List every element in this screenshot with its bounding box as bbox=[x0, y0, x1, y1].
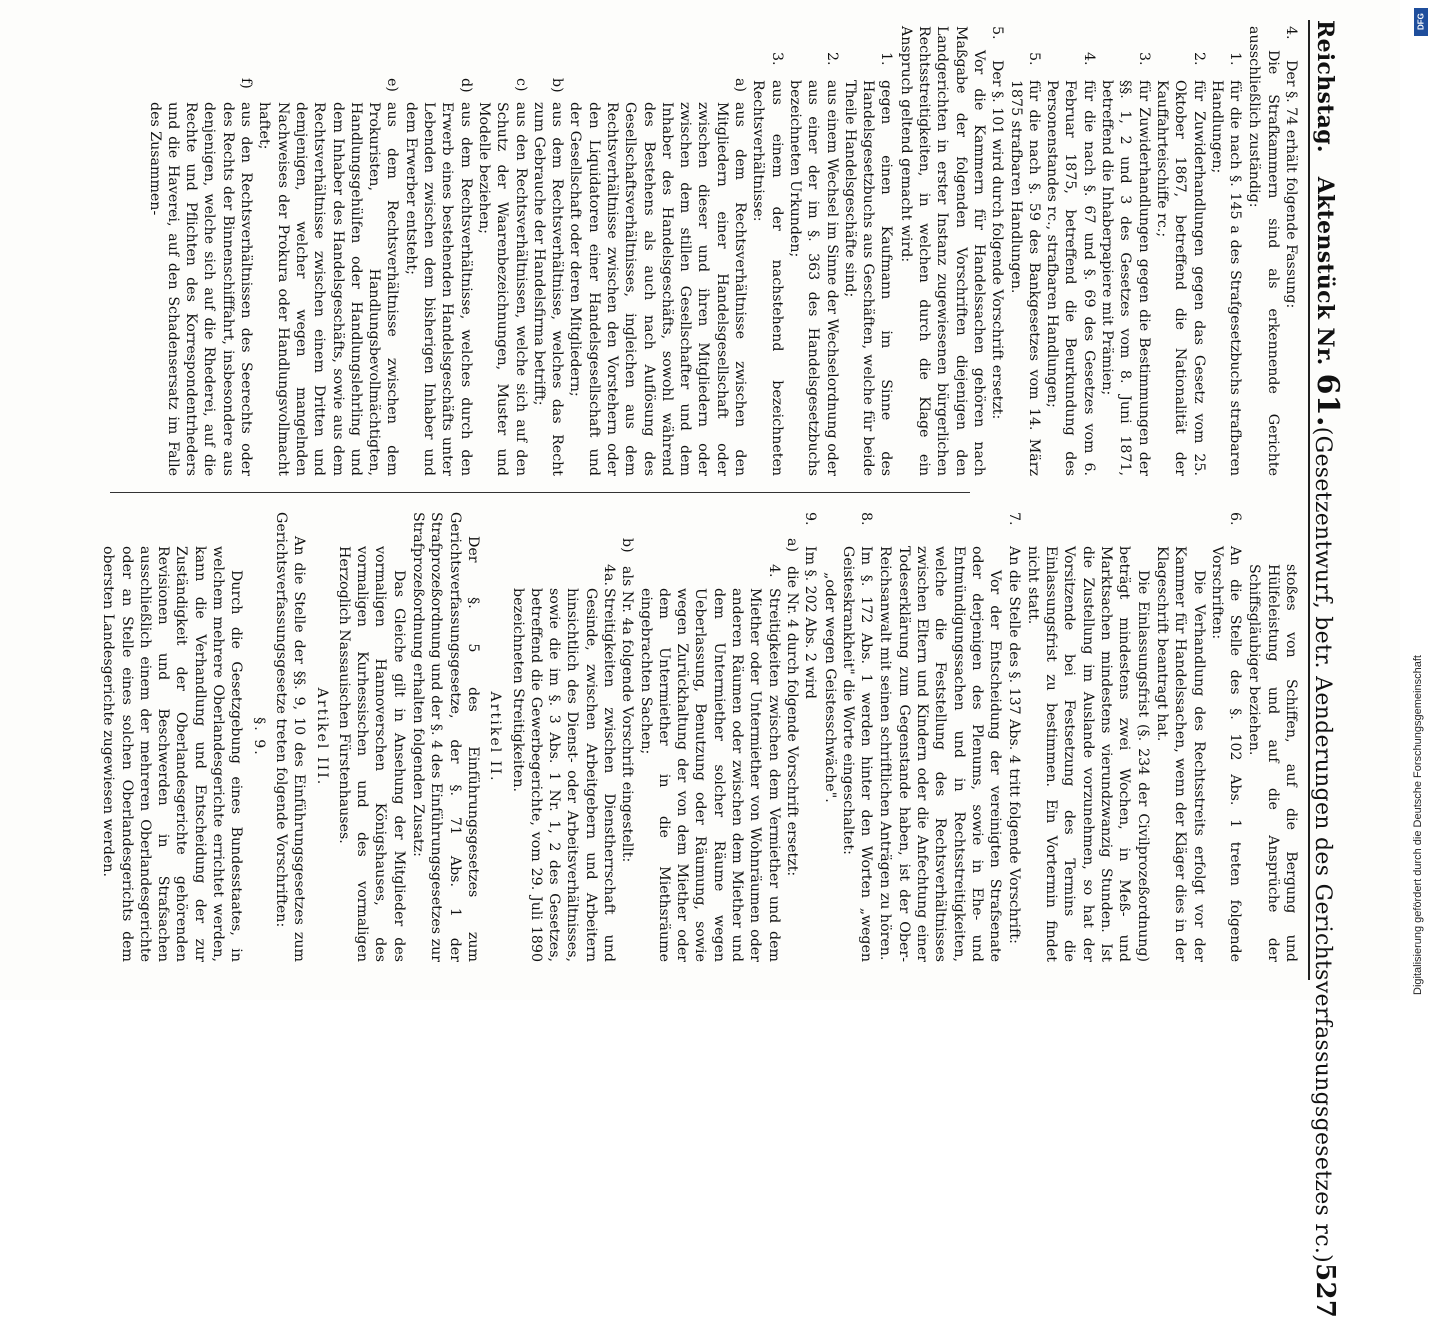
digitization-credit: Digitalisierung gefördert durch die Deutsche Forschungsgemeinschaft bbox=[1412, 655, 1424, 995]
sub-text: für die nach §. 67 und §. 69 des Gesetzes vom 6. Februar 1875, betreffend die Beurkundung des Personenstandes rc., strafbaren Handlungen; bbox=[1044, 80, 1097, 476]
paragraph: Vor die Kammern für Handelssachen gehören nach Maßgabe der folgenden Vorschriften diejenigen den Landgerichten in erster Instanz zugewiesenen bürgerlichen Rechtsstreitigkeiten, in welchen durch die Klage ein Anspruch geltend gemacht wird: bbox=[897, 26, 987, 476]
letter-item bbox=[618, 512, 636, 962]
letter: b) bbox=[619, 538, 636, 553]
sub-number: 1. bbox=[878, 52, 895, 66]
letter: d) bbox=[457, 78, 474, 93]
sub-item bbox=[749, 26, 786, 476]
sub-number: 5. bbox=[1025, 52, 1042, 66]
letter-text: aus den Rechtsverhältnissen des Seerechts oder des Rechts der Binnenschifffahrt, insbesondere aus denjenigen, welche sich auf die Rhederei, auf die Rechte und Pflichten des Korrespondentrheders und die Haverei, auf den Schadensersatz im Falle des Zusammen- bbox=[146, 102, 255, 476]
sub-text: aus einem Wechsel im Sinne der Wechselordnung oder aus einer der im §. 363 des Handelsgesetzbuchs bezeichneten Urkunden; bbox=[786, 80, 840, 476]
letter-text: aus den Rechtsverhältnissen, welche sich auf den Schutz der Waarenbezeichnungen, Muster und Modelle beziehen; bbox=[475, 102, 529, 476]
sub-item bbox=[508, 512, 618, 962]
paragraph: Die Strafkammern sind als erkennende Gerichte ausschließlich zuständig: bbox=[1246, 26, 1281, 476]
header-reichstag: Reichstag. bbox=[1312, 20, 1338, 153]
paragraph: Der §. 5 des Einführungsgesetzes zum Gerichtsverfassungsgesetze, der §. 71 Abs. 1 der Strafprozeßordnung und der §. 4 des Einführungsgesetzes zur Strafprozeßordnung erhalten folgenden Zusatz: bbox=[410, 512, 481, 962]
sub-text: für Zuwiderhandlungen gegen die Bestimmungen der §§. 1, 2 und 3 des Gesetzes vom 8. Juni 1871, betreffend die Inhaberpapiere mit Prämien; bbox=[1099, 80, 1152, 476]
sub-number: 1. bbox=[1227, 52, 1244, 66]
sub-item bbox=[1098, 26, 1153, 476]
item-number: 6. bbox=[1227, 512, 1244, 526]
paragraph: „oder wegen Geistesschwäche". bbox=[821, 572, 838, 803]
sub-number: 2. bbox=[1190, 52, 1207, 66]
letter: f) bbox=[238, 78, 255, 89]
item-text: An die Stelle des §. 102 Abs. 1 treten folgende Vorschriften: bbox=[1208, 546, 1244, 962]
paragraph-continuation: stoßes von Schiffen, auf die Bergung und Hülfeleistung und auf die Ansprüche der Schiffsgläubiger beziehen. bbox=[1246, 564, 1299, 962]
page-header bbox=[1308, 20, 1382, 1318]
sub-text: gegen einen Kaufmann im Sinne des Handelsgesetzbuchs aus Geschäften, welche für beide Theile Handelsgeschäfte sind; bbox=[841, 80, 895, 476]
sub-number: 4. bbox=[765, 564, 782, 578]
left-column bbox=[40, 26, 1300, 476]
item-number: 4. bbox=[1283, 26, 1299, 40]
sub-item bbox=[1208, 26, 1245, 476]
letter-item bbox=[783, 512, 801, 962]
sub-text: für die nach §. 59 des Bankgesetzes vom 14. März 1875 strafbaren Handlungen. bbox=[1007, 80, 1042, 476]
item-number: 8. bbox=[858, 512, 875, 526]
column-divider bbox=[110, 492, 970, 493]
item-text: An die Stelle des §. 137 Abs. 4 tritt folgende Vorschrift: bbox=[1005, 546, 1022, 944]
sub-item bbox=[786, 26, 841, 476]
item-number: 9. bbox=[802, 512, 819, 526]
letter: b) bbox=[549, 78, 566, 93]
letter-text: aus dem Rechtsverhältnisse, welches das Recht zum Gebrauche der Handelsfirma betrifft; bbox=[530, 102, 566, 476]
paragraph: Die Verhandlung des Rechtsstreits erfolgt vor der Kammer für Handelssachen, wenn der Kläger dies in der Klageschrift beantragt hat. bbox=[1153, 546, 1207, 962]
letter-item bbox=[566, 26, 749, 476]
paragraph: Die Einlassungsfrist (§. 234 der Civilprozeßordnung) beträgt mindestens zwei Wochen, in Meß- und Marktsachen mindestens vierundzwanzig Stunden. Ist die Zustellung im Auslande vorzunehmen, so hat der Vorsitzende bei Festsetzung des Termins die Einlassungsfrist zu bestimmen. Ein Vortermin findet nicht statt. bbox=[1024, 546, 1151, 962]
letter: a) bbox=[732, 78, 749, 92]
letter-text: als Nr. 4a folgende Vorschrift eingestellt: bbox=[619, 566, 636, 863]
sub-number: 3. bbox=[1135, 52, 1152, 66]
sub-item bbox=[1006, 26, 1043, 476]
sub-number: 3. bbox=[768, 52, 785, 66]
sub-text: Streitigkeiten zwischen Dienstherrschaft und Gesinde, zwischen Arbeitgebern und Arbeitern hinsichtlich des Dienst- oder Arbeitsverhältnisses, sowie die im §. 3 Abs. 1 Nr. 1, 2 des Gesetzes, betreffend die Gewerbegerichte, vom 29. Juli 1890 bezeichneten Streitigkeiten. bbox=[509, 588, 618, 962]
header-title: (Gesetzentwurf, betr. Aenderungen des Gerichtsverfassungsgesetzes rc.) bbox=[1310, 426, 1335, 1264]
paragraph: An die Stelle der §§. 9, 10 des Einführungsgesetzes zum Gerichtsverfassungsgesetze treten folgende Vorschriften: bbox=[272, 512, 308, 962]
letter: e) bbox=[384, 78, 401, 92]
item-8 bbox=[839, 512, 876, 962]
letter-text: aus dem Rechtsverhältnisse zwischen dem Prokuristen, Handlungsbevollmächtigten, Handlungsgehülfen oder Handlungslehrling und dem Inhaber des Handelsgeschäfts, sowie aus dem Rechtsverhältnisse zwischen einem Dritten und demjenigen, welcher wegen mangelnden Nachweises der Prokura oder Handlungsvollmacht haftet; bbox=[256, 102, 401, 476]
item-number: 5. bbox=[989, 26, 1006, 40]
dfg-logo: DFG bbox=[1414, 8, 1428, 36]
sub-number: 2. bbox=[823, 52, 840, 66]
sub-text: für Zuwiderhandlungen gegen das Gesetz vom 25. Oktober 1867, betreffend die Nationalität der Kauffahrteischiffe rc.; bbox=[1153, 80, 1207, 476]
letter-item bbox=[475, 26, 530, 476]
article-heading: Artikel II. bbox=[487, 691, 504, 783]
letter-text: aus dem Rechtsverhältnisse, welches durch den Erwerb eines bestehenden Handelsgeschäfts unter Lebenden zwischen dem bisherigen Inhaber und dem Erwerber entsteht; bbox=[402, 102, 474, 476]
sub-item bbox=[1043, 26, 1098, 476]
item-text: Der §. 74 erhält folgende Fassung: bbox=[1283, 60, 1299, 309]
letter-item bbox=[530, 26, 567, 476]
section-heading: §. 9. bbox=[250, 717, 267, 757]
sub-item bbox=[636, 512, 782, 962]
sub-number: 4. bbox=[1080, 52, 1097, 66]
letter: c) bbox=[512, 78, 529, 92]
sub-text: für die nach §. 145 a des Strafgesetzbuchs strafbaren Handlungen; bbox=[1208, 80, 1244, 476]
item-number: 7. bbox=[1005, 512, 1022, 526]
item-9 bbox=[801, 512, 819, 962]
item-5 bbox=[988, 26, 1006, 476]
sub-item bbox=[841, 26, 896, 476]
article-heading: Artikel III. bbox=[313, 687, 330, 787]
letter-text: die Nr. 4 durch folgende Vorschrift ersetzt: bbox=[783, 566, 800, 877]
item-7 bbox=[1004, 512, 1022, 962]
letter-item bbox=[401, 26, 474, 476]
header-record-number: 61. bbox=[1310, 373, 1345, 427]
item-text: Im §. 172 Abs. 1 werden hinter den Worten „wegen Geisteskrankheit" die Worte eingeschaltet: bbox=[839, 546, 875, 962]
header-left bbox=[1310, 20, 1345, 427]
paragraph: Durch die Gesetzgebung eines Bundesstaates, in welchem mehrere Oberlandesgerichte errichtet werden, kann die Verhandlung und Entscheidung der zur Zuständigkeit der Oberlandesgerichte gehörenden Revisionen und Beschwerden in Strafsachen ausschließlich einem der mehreren Oberlandesgerichte oder an Stelle eines solchen Oberlandesgerichts dem obersten Landesgerichte zugewiesen werden. bbox=[100, 546, 245, 962]
digitization-sidebar bbox=[1408, 0, 1434, 1000]
letter-item bbox=[255, 26, 401, 476]
item-4 bbox=[1282, 26, 1300, 476]
paragraph: Das Gleiche gilt in Ansehung der Mitglieder des vormaligen Hannoverschen Königshauses, des vormaligen Kurhessischen und des vormaligen Herzoglich Nassauischen Fürstenhauses. bbox=[335, 546, 407, 962]
sub-text: Streitigkeiten zwischen dem Vermiether und dem Miether oder Untermiether von Wohnräumen oder anderen Räumen oder zwischen dem Miether und dem Untermiether solcher Räume wegen Ueberlassung, Benutzung oder Räumung, sowie wegen Zurückhaltung der von dem Miether oder dem Untermiether in die Miethsräume eingebrachten Sachen; bbox=[637, 588, 782, 962]
item-6 bbox=[1208, 512, 1245, 962]
sub-item bbox=[1153, 26, 1208, 476]
page-number: 527 bbox=[1310, 1263, 1340, 1318]
letter-item bbox=[145, 26, 255, 476]
paragraph: Vor der Entscheidung der vereinigten Strafsenate oder derjenigen des Plenums, sowie in Ehe- und Entmündigungssachen und in Rechtsstreitigkeiten, welche die Feststellung des Rechtsverhältnisses zwischen Eltern und Kindern oder die Anfechtung einer Todeserklärung zum Gegenstande haben, ist der Ober-Reichsanwalt mit seinen schriftlichen Anträgen zu hören. bbox=[877, 546, 1004, 962]
right-column bbox=[40, 512, 1300, 962]
letter: a) bbox=[783, 538, 800, 552]
header-record: Aktenstück Nr. bbox=[1312, 176, 1338, 366]
letter-text: aus dem Rechtsverhältnisse zwischen den Mitgliedern einer Handelsgesellschaft oder zwischen dieser und ihren Mitgliedern oder zwischen dem stillen Gesellschafter und dem Inhaber des Handelsgeschäfts, sowohl während des Bestehens als auch nach Auflösung des Gesellschaftsverhältnisses, ingleichen aus dem Rechtsverhältnisse zwischen den Vorstehern oder den Liquidatoren einer Handelsgesellschaft und der Gesellschaft oder deren Mitgliedern; bbox=[567, 102, 749, 476]
sub-number: 4a. bbox=[601, 564, 618, 586]
item-text: Im §. 202 Abs. 2 wird bbox=[802, 546, 819, 699]
item-text: Der §. 101 wird durch folgende Vorschrift ersetzt: bbox=[989, 60, 1006, 420]
sub-text: aus einem der nachstehend bezeichneten Rechtsverhältnisse: bbox=[750, 80, 785, 476]
